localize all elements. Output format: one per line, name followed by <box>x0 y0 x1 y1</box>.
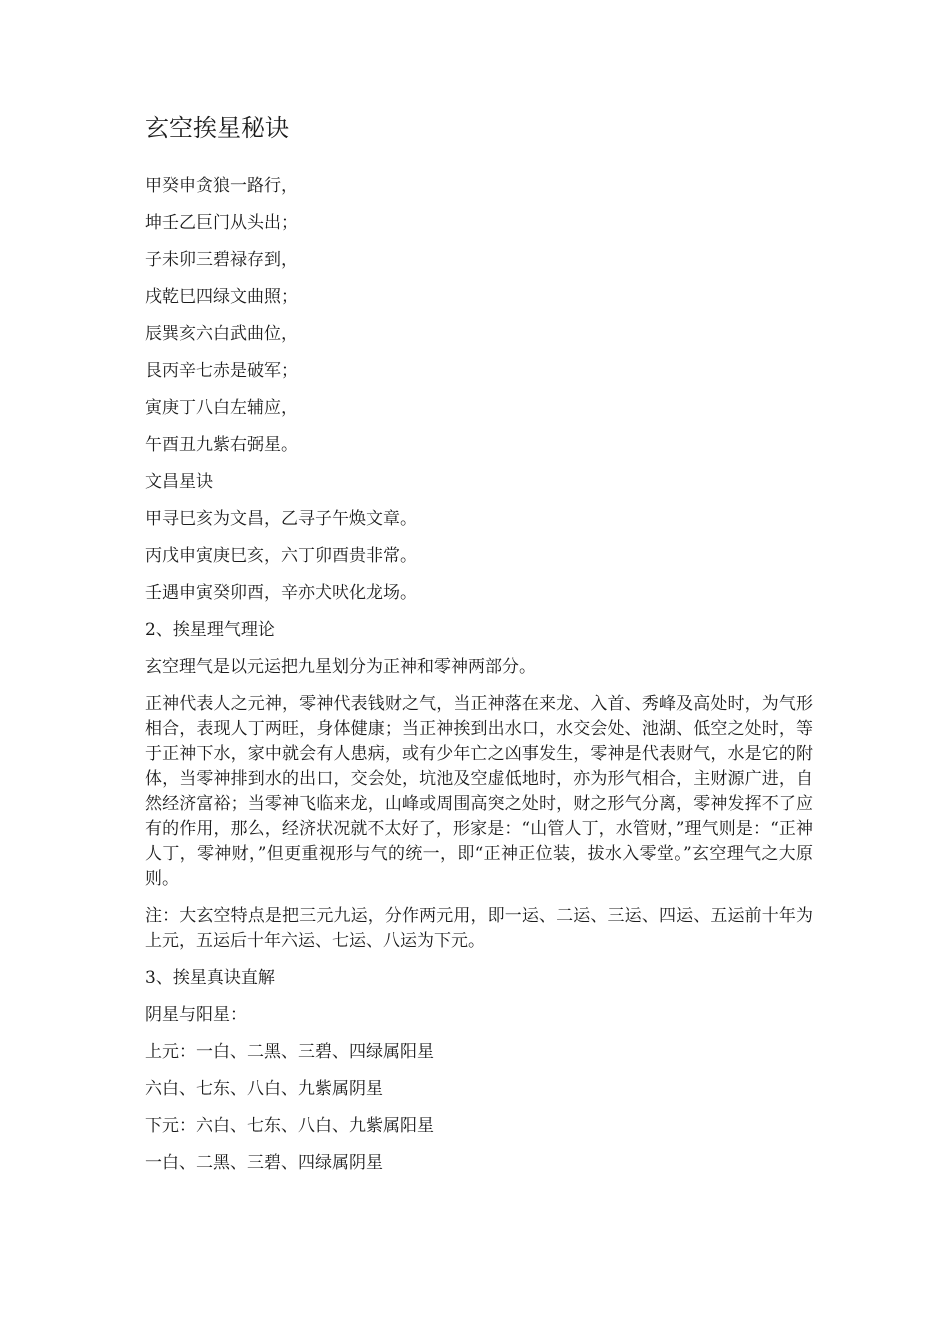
note-paragraph: 注：大玄空特点是把三元九运，分作两元用，即一运、二运、三运、四运、五运前十年为上元，五运后十年六运、七运、八运为下元。 <box>145 906 813 951</box>
verse-line: 甲癸申贪狼一路行， <box>145 176 298 196</box>
section-heading: 文昌星诀 <box>145 472 213 492</box>
document-title: 玄空挨星秘诀 <box>145 114 289 142</box>
list-line: 阴星与阳星： <box>145 1005 247 1025</box>
list-line: 一白、二黑、三碧、四绿属阴星 <box>145 1153 383 1173</box>
verse-line: 艮丙辛七赤是破军； <box>145 361 298 381</box>
verse-line: 壬遇申寅癸卯酉，辛亦犬吠化龙场。 <box>145 583 417 603</box>
verse-line: 子未卯三碧禄存到， <box>145 250 298 270</box>
list-line: 下元：六白、七东、八白、九紫属阳星 <box>145 1116 434 1136</box>
verse-line: 辰巽亥六白武曲位， <box>145 324 298 344</box>
verse-line: 坤壬乙巨门从头出； <box>145 213 298 233</box>
verse-line: 寅庚丁八白左辅应， <box>145 398 298 418</box>
body-paragraph: 正神代表人之元神，零神代表钱财之气，当正神落在来龙、入首、秀峰及高处时，为气形相合，表现人丁两旺，身体健康；当正神挨到出水口，水交会处、池湖、低空之处时，等于正神下水，家中就会有人患病，或有少年亡之凶事发生，零神是代表财气，水是它的附体，当零神排到水的出口，交会处，坑池及空虚低地时，亦为形气相合，主财源广进，自然经济富裕；当零神飞临来龙，山峰或周围高突之处时，财之形气分离，零神发挥不了应有的作用，那么，经济状况就不太好了，形家是：“山管人丁，水管财，”理气则是：“正神人丁，零神财，”但更重视形与气的统一，即“正神正位装，拔水入零堂。”玄空理气之大原则。 <box>145 694 813 889</box>
verse-line: 甲寻巳亥为文昌，乙寻子午焕文章。 <box>145 509 417 529</box>
verse-line: 午酉丑九紫右弼星。 <box>145 435 298 455</box>
verse-line: 戌乾巳四绿文曲照； <box>145 287 298 307</box>
section-heading: 3、挨星真诀直解 <box>145 968 275 988</box>
list-line: 六白、七东、八白、九紫属阴星 <box>145 1079 383 1099</box>
verse-line: 丙戊申寅庚巳亥，六丁卯酉贵非常。 <box>145 546 417 566</box>
body-paragraph: 玄空理气是以元运把九星划分为正神和零神两部分。 <box>145 657 536 677</box>
list-line: 上元：一白、二黑、三碧、四绿属阳星 <box>145 1042 434 1062</box>
document-page <box>145 112 813 1188</box>
section-heading: 2、挨星理气理论 <box>145 620 275 640</box>
